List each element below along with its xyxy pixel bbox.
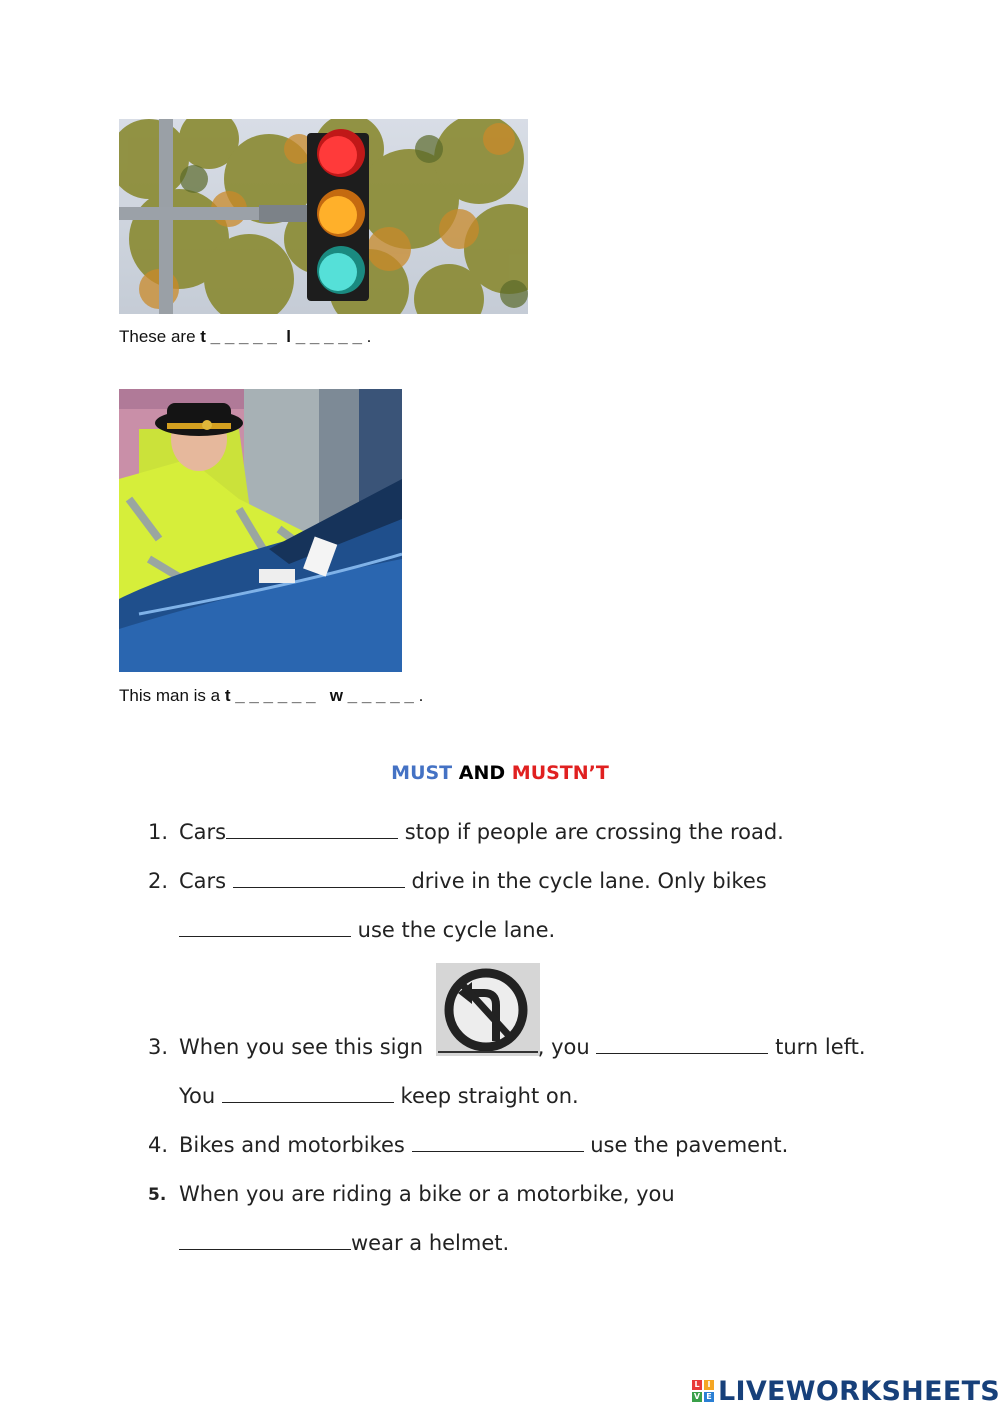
- logo-grid-icon: [692, 1380, 714, 1402]
- traffic-lights-photo: [119, 119, 528, 314]
- logo-letter: V: [693, 1392, 701, 1401]
- answer-blank[interactable]: [412, 1133, 584, 1152]
- answer-blank[interactable]: [179, 918, 351, 937]
- text: stop if people are crossing the road.: [398, 820, 784, 844]
- traffic-lights-illustration: [119, 119, 528, 314]
- text: keep straight on.: [393, 1084, 579, 1108]
- exercise-number-1: 1.: [148, 820, 169, 844]
- answer-blank[interactable]: [179, 1231, 351, 1250]
- section-heading: [0, 762, 1000, 784]
- text: Bikes and motorbikes: [179, 1133, 412, 1157]
- answer-blank[interactable]: [226, 820, 398, 839]
- exercise-4-line-1: [179, 1133, 788, 1157]
- exercise-5-line-2: [179, 1231, 509, 1255]
- text: use the cycle lane.: [351, 918, 556, 942]
- exercise-number-4: 4.: [148, 1133, 169, 1157]
- text: Cars: [179, 820, 227, 844]
- exercise-3-line-1: [179, 1035, 866, 1059]
- answer-blank[interactable]: [596, 1035, 768, 1054]
- caption-traffic-warden: [119, 686, 423, 706]
- text: turn left.: [768, 1035, 866, 1059]
- logo-letter: E: [704, 1392, 714, 1402]
- exercise-5-line-1: [179, 1182, 675, 1206]
- liveworksheets-logo[interactable]: [692, 1376, 1000, 1407]
- text: , you: [537, 1035, 597, 1059]
- heading-must: MUST: [391, 762, 453, 784]
- caption-end: .: [361, 327, 372, 346]
- answer-blank[interactable]: [233, 869, 405, 888]
- logo-letter: L: [692, 1380, 702, 1390]
- hint-word-2: l _ _ _ _ _: [286, 327, 362, 346]
- text: wear a helmet.: [351, 1231, 510, 1255]
- exercise-number-3: 3.: [148, 1035, 169, 1059]
- logo-letter: I: [704, 1380, 714, 1390]
- text: Cars: [179, 869, 233, 893]
- exercise-1-line-1: [179, 820, 784, 844]
- traffic-warden-illustration: [119, 389, 402, 672]
- heading-and: AND: [458, 762, 506, 784]
- text: drive in the cycle lane. Only bikes: [404, 869, 767, 893]
- caption-traffic-lights: [119, 327, 371, 347]
- exercise-2-line-1: [179, 869, 767, 893]
- caption-end: .: [413, 686, 424, 705]
- caption-prefix: These are: [119, 327, 201, 346]
- text: You: [179, 1084, 222, 1108]
- exercise-2-line-2: [179, 918, 555, 942]
- exercise-number-2: 2.: [148, 869, 169, 893]
- brand-name: LIVEWORKSHEETS: [718, 1376, 1000, 1407]
- hint-word-1: t _ _ _ _ _: [200, 327, 277, 346]
- exercise-number-5: 5.: [148, 1185, 167, 1205]
- text: When you see this sign: [179, 1035, 430, 1059]
- hint-word-2: w _ _ _ _ _: [329, 686, 414, 705]
- text: use the pavement.: [583, 1133, 789, 1157]
- caption-prefix: This man is a: [119, 686, 225, 705]
- text: When you are riding a bike or a motorbike, you: [179, 1182, 675, 1206]
- answer-blank[interactable]: [222, 1084, 394, 1103]
- traffic-warden-photo: [119, 389, 402, 672]
- heading-mustnt: MUSTN’T: [511, 762, 609, 784]
- hint-word-1: t _ _ _ _ _ _: [224, 686, 316, 705]
- exercise-3-line-2: [179, 1084, 579, 1108]
